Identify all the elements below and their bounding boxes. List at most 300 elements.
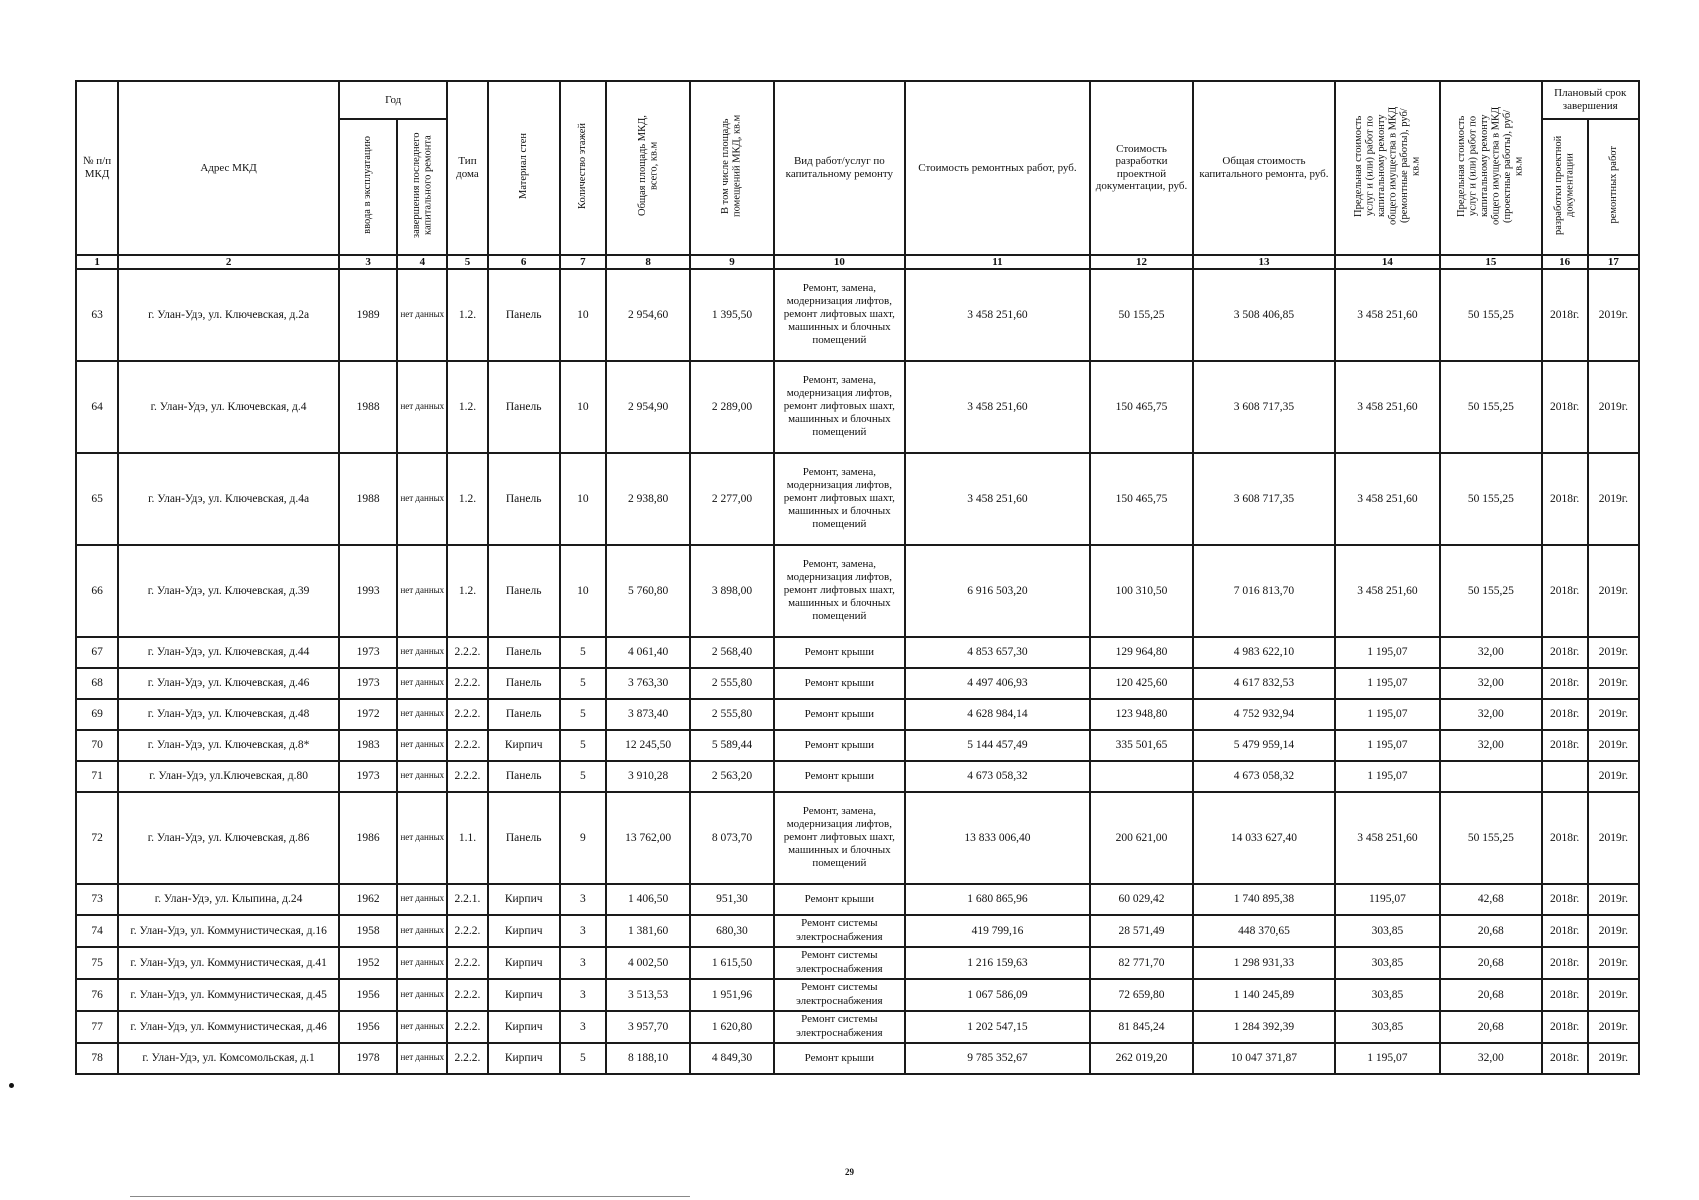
cell-num: 78	[76, 1043, 118, 1074]
cell-planned-repair: 2019г.	[1588, 792, 1639, 884]
table-row	[76, 979, 1639, 1011]
cell-planned-repair: 2019г.	[1588, 979, 1639, 1011]
cell-address: г. Улан-Удэ, ул. Коммунистическая, д.16	[118, 915, 339, 947]
cell-wall: Кирпич	[488, 947, 560, 979]
cell-limit-design: 32,00	[1440, 668, 1541, 699]
table-row	[76, 545, 1639, 637]
column-number: 11	[905, 255, 1090, 269]
cell-planned-design: 2018г.	[1542, 545, 1588, 637]
cell-floors: 5	[560, 761, 606, 792]
cell-house-type: 2.2.2.	[447, 979, 487, 1011]
cell-floors: 10	[560, 545, 606, 637]
cell-wall: Кирпич	[488, 884, 560, 915]
cell-limit-repair: 3 458 251,60	[1335, 453, 1440, 545]
cell-limit-repair: 1 195,07	[1335, 699, 1440, 730]
cell-house-type: 2.2.1.	[447, 884, 487, 915]
cell-planned-design: 2018г.	[1542, 699, 1588, 730]
table-row	[76, 361, 1639, 453]
cell-address: г. Улан-Удэ, ул. Коммунистическая, д.41	[118, 947, 339, 979]
cell-planned-repair: 2019г.	[1588, 915, 1639, 947]
cell-num: 67	[76, 637, 118, 668]
cell-address: г. Улан-Удэ, ул. Ключевская, д.44	[118, 637, 339, 668]
cell-planned-design: 2018г.	[1542, 668, 1588, 699]
cell-floors: 5	[560, 637, 606, 668]
cell-limit-design: 32,00	[1440, 730, 1541, 761]
cell-last-repair: нет данных	[397, 947, 447, 979]
cell-last-repair: нет данных	[397, 637, 447, 668]
cell-total-area: 3 910,28	[606, 761, 690, 792]
cell-planned-design: 2018г.	[1542, 453, 1588, 545]
cell-limit-repair: 303,85	[1335, 915, 1440, 947]
margin-dot	[9, 1083, 14, 1088]
cell-floors: 3	[560, 915, 606, 947]
cell-design-cost: 81 845,24	[1090, 1011, 1193, 1043]
header-year-last-repair: завершения последнего капитального ремонта	[397, 119, 447, 255]
cell-floors: 9	[560, 792, 606, 884]
cell-work-type: Ремонт, замена, модернизация лифтов, ремонт лифтовых шахт, машинных и блочных помещений	[774, 545, 906, 637]
cell-limit-repair: 3 458 251,60	[1335, 792, 1440, 884]
cell-repair-cost: 4 853 657,30	[905, 637, 1090, 668]
cell-repair-cost: 6 916 503,20	[905, 545, 1090, 637]
cell-house-type: 1.1.	[447, 792, 487, 884]
cell-repair-cost: 13 833 006,40	[905, 792, 1090, 884]
cell-design-cost: 200 621,00	[1090, 792, 1193, 884]
cell-limit-repair: 3 458 251,60	[1335, 361, 1440, 453]
table-row	[76, 1043, 1639, 1074]
cell-floors: 5	[560, 730, 606, 761]
cell-last-repair: нет данных	[397, 884, 447, 915]
cell-premises-area: 8 073,70	[690, 792, 773, 884]
header-house-type: Тип дома	[447, 81, 487, 255]
cell-premises-area: 680,30	[690, 915, 773, 947]
cell-limit-design: 20,68	[1440, 1011, 1541, 1043]
cell-planned-design: 2018г.	[1542, 637, 1588, 668]
cell-premises-area: 2 568,40	[690, 637, 773, 668]
cell-floors: 10	[560, 361, 606, 453]
cell-num: 70	[76, 730, 118, 761]
table-row	[76, 1011, 1639, 1043]
cell-planned-design: 2018г.	[1542, 915, 1588, 947]
cell-address: г. Улан-Удэ, ул. Ключевская, д.48	[118, 699, 339, 730]
cell-house-type: 2.2.2.	[447, 1011, 487, 1043]
cell-total-area: 2 938,80	[606, 453, 690, 545]
cell-limit-design	[1440, 761, 1541, 792]
cell-num: 74	[76, 915, 118, 947]
cell-num: 63	[76, 269, 118, 361]
cell-total-area: 3 763,30	[606, 668, 690, 699]
cell-premises-area: 2 277,00	[690, 453, 773, 545]
cell-limit-repair: 3 458 251,60	[1335, 269, 1440, 361]
cell-work-type: Ремонт, замена, модернизация лифтов, ремонт лифтовых шахт, машинных и блочных помещений	[774, 269, 906, 361]
cell-design-cost: 60 029,42	[1090, 884, 1193, 915]
cell-premises-area: 5 589,44	[690, 730, 773, 761]
cell-design-cost: 123 948,80	[1090, 699, 1193, 730]
cell-design-cost: 129 964,80	[1090, 637, 1193, 668]
cell-house-type: 1.2.	[447, 545, 487, 637]
cell-repair-cost: 3 458 251,60	[905, 269, 1090, 361]
cell-total-area: 13 762,00	[606, 792, 690, 884]
cell-address: г. Улан-Удэ, ул. Комсомольская, д.1	[118, 1043, 339, 1074]
cell-premises-area: 1 395,50	[690, 269, 773, 361]
cell-year: 1958	[339, 915, 397, 947]
cell-design-cost	[1090, 761, 1193, 792]
cell-num: 75	[76, 947, 118, 979]
cell-house-type: 1.2.	[447, 269, 487, 361]
cell-design-cost: 150 465,75	[1090, 361, 1193, 453]
cell-floors: 10	[560, 453, 606, 545]
cell-limit-repair: 1 195,07	[1335, 761, 1440, 792]
cell-year: 1978	[339, 1043, 397, 1074]
cell-wall: Панель	[488, 269, 560, 361]
cell-limit-repair: 1 195,07	[1335, 668, 1440, 699]
cell-total-area: 8 188,10	[606, 1043, 690, 1074]
cell-house-type: 2.2.2.	[447, 699, 487, 730]
cell-last-repair: нет данных	[397, 545, 447, 637]
cell-premises-area: 2 289,00	[690, 361, 773, 453]
cell-last-repair: нет данных	[397, 269, 447, 361]
cell-house-type: 2.2.2.	[447, 1043, 487, 1074]
cell-planned-repair: 2019г.	[1588, 1011, 1639, 1043]
table-row	[76, 637, 1639, 668]
cell-address: г. Улан-Удэ, ул. Ключевская, д.4	[118, 361, 339, 453]
cell-wall: Панель	[488, 637, 560, 668]
cell-planned-design: 2018г.	[1542, 792, 1588, 884]
cell-year: 1952	[339, 947, 397, 979]
cell-year: 1962	[339, 884, 397, 915]
header-total-area: Общая площадь МКД, всего, кв.м	[606, 81, 690, 255]
header-premises-area: В том числе площадь помещений МКД, кв.м	[690, 81, 773, 255]
cell-total-cost: 4 752 932,94	[1193, 699, 1335, 730]
cell-repair-cost: 9 785 352,67	[905, 1043, 1090, 1074]
header-planned-group: Плановый срок завершения	[1542, 81, 1640, 119]
cell-year: 1983	[339, 730, 397, 761]
cell-last-repair: нет данных	[397, 453, 447, 545]
column-number: 16	[1542, 255, 1588, 269]
header-planned-repair: ремонтных работ	[1588, 119, 1639, 255]
cell-total-cost: 1 740 895,38	[1193, 884, 1335, 915]
cell-year: 1989	[339, 269, 397, 361]
cell-house-type: 2.2.2.	[447, 947, 487, 979]
cell-wall: Панель	[488, 761, 560, 792]
table-body	[76, 269, 1639, 1074]
header-year-commission: ввода в эксплуатацию	[339, 119, 397, 255]
cell-house-type: 2.2.2.	[447, 915, 487, 947]
cell-work-type: Ремонт крыши	[774, 730, 906, 761]
table-row	[76, 915, 1639, 947]
cell-premises-area: 2 555,80	[690, 699, 773, 730]
cell-last-repair: нет данных	[397, 730, 447, 761]
cell-planned-design	[1542, 761, 1588, 792]
cell-total-cost: 4 673 058,32	[1193, 761, 1335, 792]
cell-year: 1973	[339, 668, 397, 699]
cell-wall: Кирпич	[488, 979, 560, 1011]
cell-total-area: 3 957,70	[606, 1011, 690, 1043]
cell-year: 1986	[339, 792, 397, 884]
capital-repair-table	[75, 80, 1640, 1075]
header-floors: Количество этажей	[560, 81, 606, 255]
cell-work-type: Ремонт системы электроснабжения	[774, 1011, 906, 1043]
cell-design-cost: 150 465,75	[1090, 453, 1193, 545]
cell-work-type: Ремонт, замена, модернизация лифтов, ремонт лифтовых шахт, машинных и блочных помещений	[774, 792, 906, 884]
cell-design-cost: 28 571,49	[1090, 915, 1193, 947]
cell-limit-repair: 1 195,07	[1335, 730, 1440, 761]
cell-repair-cost: 4 673 058,32	[905, 761, 1090, 792]
cell-address: г. Улан-Удэ, ул. Ключевская, д.4а	[118, 453, 339, 545]
column-number: 10	[774, 255, 906, 269]
cell-planned-repair: 2019г.	[1588, 545, 1639, 637]
cell-wall: Кирпич	[488, 915, 560, 947]
cell-total-area: 4 002,50	[606, 947, 690, 979]
cell-limit-repair: 1 195,07	[1335, 637, 1440, 668]
cell-total-cost: 14 033 627,40	[1193, 792, 1335, 884]
header-limit-design: Предельная стоимость услуг и (или) работ по капитальному ремонту общего имущества в МКД (проектные работы), руб/кв.м	[1440, 81, 1541, 255]
cell-design-cost: 262 019,20	[1090, 1043, 1193, 1074]
cell-house-type: 2.2.2.	[447, 668, 487, 699]
cell-num: 69	[76, 699, 118, 730]
cell-total-area: 2 954,90	[606, 361, 690, 453]
cell-num: 76	[76, 979, 118, 1011]
cell-wall: Панель	[488, 668, 560, 699]
cell-last-repair: нет данных	[397, 1043, 447, 1074]
cell-limit-design: 20,68	[1440, 915, 1541, 947]
cell-total-cost: 5 479 959,14	[1193, 730, 1335, 761]
cell-limit-design: 20,68	[1440, 947, 1541, 979]
cell-wall: Кирпич	[488, 730, 560, 761]
cell-planned-repair: 2019г.	[1588, 1043, 1639, 1074]
cell-last-repair: нет данных	[397, 361, 447, 453]
table-row	[76, 947, 1639, 979]
cell-limit-repair: 3 458 251,60	[1335, 545, 1440, 637]
cell-num: 66	[76, 545, 118, 637]
table-row	[76, 730, 1639, 761]
header-total-cost: Общая стоимость капитального ремонта, руб.	[1193, 81, 1335, 255]
column-number: 4	[397, 255, 447, 269]
cell-house-type: 2.2.2.	[447, 637, 487, 668]
cell-planned-design: 2018г.	[1542, 947, 1588, 979]
cell-limit-design: 50 155,25	[1440, 453, 1541, 545]
cell-repair-cost: 1 216 159,63	[905, 947, 1090, 979]
cell-last-repair: нет данных	[397, 915, 447, 947]
cell-address: г. Улан-Удэ, ул.Ключевская, д.80	[118, 761, 339, 792]
cell-work-type: Ремонт крыши	[774, 884, 906, 915]
cell-total-cost: 3 608 717,35	[1193, 361, 1335, 453]
cell-total-cost: 3 608 717,35	[1193, 453, 1335, 545]
cell-planned-design: 2018г.	[1542, 361, 1588, 453]
cell-work-type: Ремонт крыши	[774, 637, 906, 668]
table-row	[76, 453, 1639, 545]
table-row	[76, 761, 1639, 792]
cell-design-cost: 72 659,80	[1090, 979, 1193, 1011]
cell-planned-repair: 2019г.	[1588, 453, 1639, 545]
cell-repair-cost: 3 458 251,60	[905, 453, 1090, 545]
cell-floors: 3	[560, 884, 606, 915]
cell-limit-design: 50 155,25	[1440, 792, 1541, 884]
cell-planned-repair: 2019г.	[1588, 637, 1639, 668]
cell-planned-design: 2018г.	[1542, 979, 1588, 1011]
cell-design-cost: 82 771,70	[1090, 947, 1193, 979]
cell-premises-area: 4 849,30	[690, 1043, 773, 1074]
cell-total-area: 3 873,40	[606, 699, 690, 730]
cell-total-area: 12 245,50	[606, 730, 690, 761]
cell-total-area: 1 406,50	[606, 884, 690, 915]
cell-total-area: 3 513,53	[606, 979, 690, 1011]
cell-floors: 3	[560, 947, 606, 979]
header-num: № п/п МКД	[76, 81, 118, 255]
column-number: 2	[118, 255, 339, 269]
cell-planned-design: 2018г.	[1542, 269, 1588, 361]
cell-house-type: 1.2.	[447, 453, 487, 545]
header-limit-repair: Предельная стоимость услуг и (или) работ по капитальному ремонту общего имущества в МКД (ремонтные работы), руб/кв.м	[1335, 81, 1440, 255]
cell-total-cost: 1 284 392,39	[1193, 1011, 1335, 1043]
cell-limit-design: 50 155,25	[1440, 361, 1541, 453]
column-number: 12	[1090, 255, 1193, 269]
cell-limit-design: 42,68	[1440, 884, 1541, 915]
cell-repair-cost: 1 202 547,15	[905, 1011, 1090, 1043]
cell-work-type: Ремонт, замена, модернизация лифтов, ремонт лифтовых шахт, машинных и блочных помещений	[774, 453, 906, 545]
column-number: 15	[1440, 255, 1541, 269]
cell-address: г. Улан-Удэ, ул. Клыпина, д.24	[118, 884, 339, 915]
cell-limit-repair: 1 195,07	[1335, 1043, 1440, 1074]
cell-floors: 3	[560, 979, 606, 1011]
cell-premises-area: 1 951,96	[690, 979, 773, 1011]
column-number: 7	[560, 255, 606, 269]
cell-num: 68	[76, 668, 118, 699]
cell-total-cost: 4 617 832,53	[1193, 668, 1335, 699]
cell-address: г. Улан-Удэ, ул. Ключевская, д.46	[118, 668, 339, 699]
cell-year: 1973	[339, 637, 397, 668]
cell-total-cost: 7 016 813,70	[1193, 545, 1335, 637]
cell-total-area: 5 760,80	[606, 545, 690, 637]
cell-last-repair: нет данных	[397, 792, 447, 884]
cell-limit-design: 32,00	[1440, 637, 1541, 668]
header-address: Адрес МКД	[118, 81, 339, 255]
cell-year: 1988	[339, 361, 397, 453]
cell-wall: Кирпич	[488, 1043, 560, 1074]
column-number: 8	[606, 255, 690, 269]
cell-floors: 10	[560, 269, 606, 361]
cell-year: 1956	[339, 1011, 397, 1043]
cell-planned-repair: 2019г.	[1588, 269, 1639, 361]
cell-repair-cost: 419 799,16	[905, 915, 1090, 947]
cell-num: 73	[76, 884, 118, 915]
cell-wall: Панель	[488, 699, 560, 730]
cell-total-cost: 3 508 406,85	[1193, 269, 1335, 361]
cell-total-cost: 1 298 931,33	[1193, 947, 1335, 979]
cell-year: 1988	[339, 453, 397, 545]
header-year-group: Год	[339, 81, 447, 119]
cell-work-type: Ремонт крыши	[774, 761, 906, 792]
cell-limit-repair: 303,85	[1335, 947, 1440, 979]
cell-wall: Панель	[488, 361, 560, 453]
cell-repair-cost: 4 628 984,14	[905, 699, 1090, 730]
cell-house-type: 1.2.	[447, 361, 487, 453]
cell-premises-area: 3 898,00	[690, 545, 773, 637]
cell-repair-cost: 3 458 251,60	[905, 361, 1090, 453]
header-design-cost: Стоимость разработки проектной документации, руб.	[1090, 81, 1193, 255]
header-planned-design: разработки проектной документации	[1542, 119, 1588, 255]
cell-total-cost: 1 140 245,89	[1193, 979, 1335, 1011]
cell-num: 72	[76, 792, 118, 884]
cell-repair-cost: 4 497 406,93	[905, 668, 1090, 699]
cell-planned-repair: 2019г.	[1588, 947, 1639, 979]
cell-floors: 5	[560, 1043, 606, 1074]
cell-design-cost: 100 310,50	[1090, 545, 1193, 637]
cell-floors: 3	[560, 1011, 606, 1043]
cell-design-cost: 120 425,60	[1090, 668, 1193, 699]
cell-planned-design: 2018г.	[1542, 1011, 1588, 1043]
cell-last-repair: нет данных	[397, 761, 447, 792]
column-number: 14	[1335, 255, 1440, 269]
cell-work-type: Ремонт крыши	[774, 699, 906, 730]
cell-house-type: 2.2.2.	[447, 730, 487, 761]
column-number: 3	[339, 255, 397, 269]
cell-total-area: 1 381,60	[606, 915, 690, 947]
cell-last-repair: нет данных	[397, 668, 447, 699]
cell-total-area: 4 061,40	[606, 637, 690, 668]
cell-address: г. Улан-Удэ, ул. Ключевская, д.2а	[118, 269, 339, 361]
cell-address: г. Улан-Удэ, ул. Ключевская, д.39	[118, 545, 339, 637]
cell-planned-design: 2018г.	[1542, 884, 1588, 915]
cell-planned-repair: 2019г.	[1588, 699, 1639, 730]
cell-year: 1972	[339, 699, 397, 730]
cell-design-cost: 50 155,25	[1090, 269, 1193, 361]
column-number: 6	[488, 255, 560, 269]
cell-limit-design: 20,68	[1440, 979, 1541, 1011]
column-number: 1	[76, 255, 118, 269]
cell-num: 71	[76, 761, 118, 792]
header-repair-cost: Стоимость ремонтных работ, руб.	[905, 81, 1090, 255]
table-row	[76, 269, 1639, 361]
cell-year: 1956	[339, 979, 397, 1011]
cell-premises-area: 1 620,80	[690, 1011, 773, 1043]
cell-planned-repair: 2019г.	[1588, 761, 1639, 792]
cell-repair-cost: 5 144 457,49	[905, 730, 1090, 761]
cell-total-cost: 10 047 371,87	[1193, 1043, 1335, 1074]
cell-limit-design: 50 155,25	[1440, 269, 1541, 361]
cell-limit-design: 50 155,25	[1440, 545, 1541, 637]
cell-address: г. Улан-Удэ, ул. Ключевская, д.8*	[118, 730, 339, 761]
cell-premises-area: 2 555,80	[690, 668, 773, 699]
cell-limit-design: 32,00	[1440, 1043, 1541, 1074]
cell-total-cost: 4 983 622,10	[1193, 637, 1335, 668]
cell-address: г. Улан-Удэ, ул. Коммунистическая, д.46	[118, 1011, 339, 1043]
cell-planned-design: 2018г.	[1542, 730, 1588, 761]
column-number-row	[76, 255, 1639, 269]
cell-planned-repair: 2019г.	[1588, 884, 1639, 915]
cell-last-repair: нет данных	[397, 699, 447, 730]
cell-house-type: 2.2.2.	[447, 761, 487, 792]
header-work-type: Вид работ/услуг по капитальному ремонту	[774, 81, 906, 255]
cell-year: 1993	[339, 545, 397, 637]
cell-total-cost: 448 370,65	[1193, 915, 1335, 947]
cell-work-type: Ремонт крыши	[774, 1043, 906, 1074]
cell-limit-design: 32,00	[1440, 699, 1541, 730]
cell-limit-repair: 303,85	[1335, 979, 1440, 1011]
cell-num: 65	[76, 453, 118, 545]
cell-floors: 5	[560, 699, 606, 730]
cell-work-type: Ремонт системы электроснабжения	[774, 979, 906, 1011]
cell-work-type: Ремонт, замена, модернизация лифтов, ремонт лифтовых шахт, машинных и блочных помещений	[774, 361, 906, 453]
cell-limit-repair: 303,85	[1335, 1011, 1440, 1043]
cell-work-type: Ремонт крыши	[774, 668, 906, 699]
cell-num: 64	[76, 361, 118, 453]
cell-floors: 5	[560, 668, 606, 699]
cell-premises-area: 1 615,50	[690, 947, 773, 979]
page-number: 29	[845, 1167, 854, 1177]
cell-premises-area: 951,30	[690, 884, 773, 915]
table-row	[76, 792, 1639, 884]
cell-planned-repair: 2019г.	[1588, 730, 1639, 761]
